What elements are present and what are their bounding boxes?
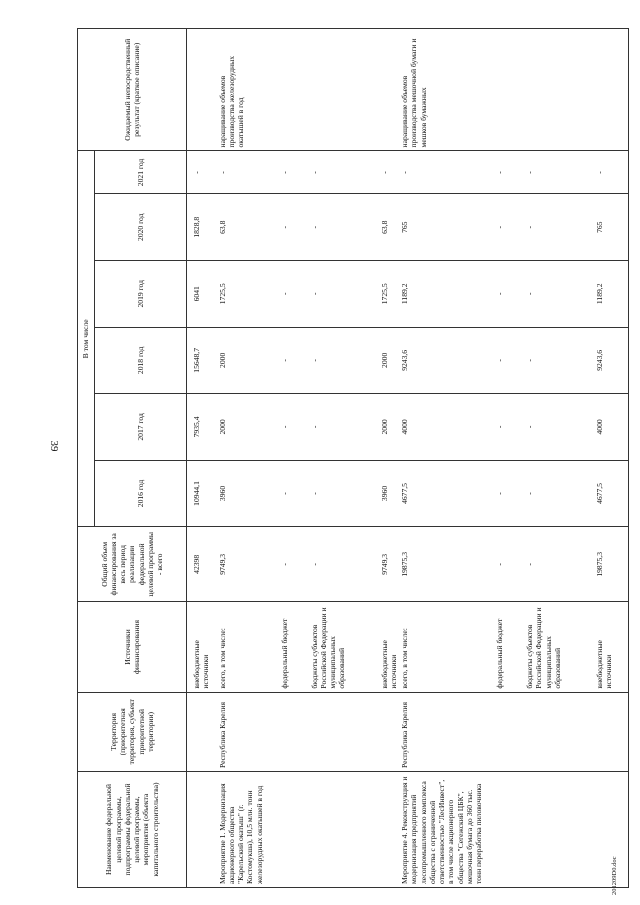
row-name bbox=[279, 772, 309, 888]
row-name bbox=[187, 772, 217, 888]
row-source: всего, в том числе: bbox=[217, 602, 279, 692]
row-result bbox=[594, 29, 628, 151]
table-row bbox=[217, 29, 279, 888]
row-total: 42398 bbox=[187, 527, 217, 602]
row-value-year-2016: 4677,5 bbox=[399, 460, 494, 527]
row-territory bbox=[494, 692, 524, 771]
row-name bbox=[494, 772, 524, 888]
row-value-year-2017: - bbox=[524, 394, 594, 461]
row-value-year-2018: 2000 bbox=[217, 327, 279, 394]
row-total: - bbox=[279, 527, 309, 602]
row-name: Мероприятие 1. Модернизация акционерного общества "Карельский окатыш" (г. Костомукша), 10,5 млн. тонн железорудных окатышей в год bbox=[217, 772, 279, 888]
header-total: Общий объем финансирования за весь период реализации федеральной целевой программы - всего bbox=[78, 527, 187, 602]
row-value-year-2016: - bbox=[309, 460, 379, 527]
row-source: бюджеты субъектов Российской Федерации и муниципальных образований bbox=[309, 602, 379, 692]
row-value-year-2019: 1725,5 bbox=[379, 261, 400, 328]
row-name bbox=[524, 772, 594, 888]
row-territory bbox=[309, 692, 379, 771]
row-value-year-2017: 4000 bbox=[399, 394, 494, 461]
row-value-year-2018: - bbox=[494, 327, 524, 394]
row-value-year-2018: 9243,6 bbox=[399, 327, 494, 394]
row-value-year-2021: - bbox=[187, 151, 217, 194]
row-value-year-2017: 7935,4 bbox=[187, 394, 217, 461]
table-body bbox=[187, 29, 629, 888]
header-source: Источники финансирования bbox=[78, 602, 187, 692]
row-total: 9749,3 bbox=[379, 527, 400, 602]
row-value-year-2016: - bbox=[524, 460, 594, 527]
row-territory bbox=[594, 692, 628, 771]
row-value-year-2020: 63,8 bbox=[379, 194, 400, 261]
row-total: 19875,3 bbox=[594, 527, 628, 602]
footer-filename: 201209D0.doc bbox=[611, 856, 618, 895]
row-name: Мероприятие 4. Реконструкция и модернизация предприятий лесопромышленного комплекса общества с ограниченной ответственностью "ЛесИнвест", в том числе акционерного общества "Сегежский ЦБК", мешочная бумага до 360 тыс. тонн переработка пиловочника bbox=[399, 772, 494, 888]
table-row bbox=[594, 29, 628, 888]
row-value-year-2017: 2000 bbox=[379, 394, 400, 461]
row-value-year-2019: - bbox=[279, 261, 309, 328]
header-year-2017: 2017 год bbox=[95, 394, 187, 461]
row-source: внебюджетные источники bbox=[379, 602, 400, 692]
row-territory bbox=[187, 692, 217, 771]
row-value-year-2017: 2000 bbox=[217, 394, 279, 461]
header-year-2021: 2021 год bbox=[95, 151, 187, 194]
row-source: федеральный бюджет bbox=[494, 602, 524, 692]
table-row bbox=[494, 29, 524, 888]
row-value-year-2016: - bbox=[279, 460, 309, 527]
row-source: всего, в том числе: bbox=[399, 602, 494, 692]
row-value-year-2016: 3960 bbox=[379, 460, 400, 527]
row-result: наращивание объемов производства железорудных окатышей в год bbox=[217, 29, 279, 151]
row-value-year-2020: 63,8 bbox=[217, 194, 279, 261]
row-name bbox=[309, 772, 379, 888]
row-total: 19875,3 bbox=[399, 527, 494, 602]
row-value-year-2020: - bbox=[494, 194, 524, 261]
row-result bbox=[309, 29, 379, 151]
row-value-year-2019: 1189,2 bbox=[594, 261, 628, 328]
table-row bbox=[524, 29, 594, 888]
row-result bbox=[524, 29, 594, 151]
row-value-year-2019: - bbox=[524, 261, 594, 328]
row-value-year-2016: 10944,1 bbox=[187, 460, 217, 527]
row-territory bbox=[279, 692, 309, 771]
row-value-year-2016: 3960 bbox=[217, 460, 279, 527]
row-value-year-2017: 4000 bbox=[594, 394, 628, 461]
rotated-table-container bbox=[77, 28, 617, 888]
header-year-2018: 2018 год bbox=[95, 327, 187, 394]
row-value-year-2017: - bbox=[494, 394, 524, 461]
row-value-year-2019: - bbox=[309, 261, 379, 328]
row-value-year-2018: 15648,7 bbox=[187, 327, 217, 394]
table-row bbox=[309, 29, 379, 888]
table-row bbox=[279, 29, 309, 888]
row-territory bbox=[379, 692, 400, 771]
row-value-year-2021: - bbox=[217, 151, 279, 194]
row-value-year-2021: - bbox=[399, 151, 494, 194]
row-territory: Республика Карелия bbox=[399, 692, 494, 771]
row-name bbox=[379, 772, 400, 888]
row-source: внебюджетные источники bbox=[187, 602, 217, 692]
row-value-year-2021: - bbox=[379, 151, 400, 194]
row-value-year-2017: - bbox=[309, 394, 379, 461]
row-value-year-2021: - bbox=[494, 151, 524, 194]
header-year-2020: 2020 год bbox=[95, 194, 187, 261]
row-value-year-2018: - bbox=[309, 327, 379, 394]
page-number: 39 bbox=[48, 440, 60, 452]
row-total: - bbox=[494, 527, 524, 602]
row-territory bbox=[524, 692, 594, 771]
row-value-year-2019: 6041 bbox=[187, 261, 217, 328]
row-value-year-2021: - bbox=[279, 151, 309, 194]
row-result bbox=[494, 29, 524, 151]
row-result: наращивание объемов производства мешочной бумаги и мешков бумажных bbox=[399, 29, 494, 151]
header-name: Наименование федеральной целевой программы, подпрограммы федеральной целевой программы, мероприятия (объекта капитального строительства) bbox=[78, 772, 187, 888]
row-value-year-2016: 4677,5 bbox=[594, 460, 628, 527]
row-value-year-2020: 765 bbox=[594, 194, 628, 261]
row-value-year-2019: 1189,2 bbox=[399, 261, 494, 328]
table-row bbox=[187, 29, 217, 888]
row-value-year-2020: 1828,8 bbox=[187, 194, 217, 261]
row-result bbox=[187, 29, 217, 151]
row-result bbox=[379, 29, 400, 151]
row-total: - bbox=[524, 527, 594, 602]
row-source: внебюджетные источники bbox=[594, 602, 628, 692]
row-value-year-2018: - bbox=[279, 327, 309, 394]
row-value-year-2018: - bbox=[524, 327, 594, 394]
row-value-year-2016: - bbox=[494, 460, 524, 527]
row-value-year-2019: 1725,5 bbox=[217, 261, 279, 328]
row-source: бюджеты субъектов Российской Федерации и муниципальных образований bbox=[524, 602, 594, 692]
row-result bbox=[279, 29, 309, 151]
table-header bbox=[78, 29, 187, 888]
row-value-year-2021: - bbox=[309, 151, 379, 194]
row-value-year-2018: 9243,6 bbox=[594, 327, 628, 394]
row-value-year-2020: - bbox=[279, 194, 309, 261]
row-value-year-2018: 2000 bbox=[379, 327, 400, 394]
financing-table bbox=[77, 28, 629, 888]
row-value-year-2019: - bbox=[494, 261, 524, 328]
row-source: федеральный бюджет bbox=[279, 602, 309, 692]
header-year-2019: 2019 год bbox=[95, 261, 187, 328]
row-value-year-2021: - bbox=[524, 151, 594, 194]
row-value-year-2020: 765 bbox=[399, 194, 494, 261]
row-value-year-2020: - bbox=[309, 194, 379, 261]
row-value-year-2020: - bbox=[524, 194, 594, 261]
header-year-2016: 2016 год bbox=[95, 460, 187, 527]
header-territory: Территория (приоритетная территория, субъект приоритетной территории) bbox=[78, 692, 187, 771]
header-result: Ожидаемый непосредственный результат (краткое описание) bbox=[78, 29, 187, 151]
header-including: В том числе bbox=[78, 151, 95, 527]
table-row bbox=[379, 29, 400, 888]
row-total: - bbox=[309, 527, 379, 602]
row-total: 9749,3 bbox=[217, 527, 279, 602]
row-territory: Республика Карелия bbox=[217, 692, 279, 771]
row-value-year-2017: - bbox=[279, 394, 309, 461]
table-row bbox=[399, 29, 494, 888]
row-value-year-2021: - bbox=[594, 151, 628, 194]
